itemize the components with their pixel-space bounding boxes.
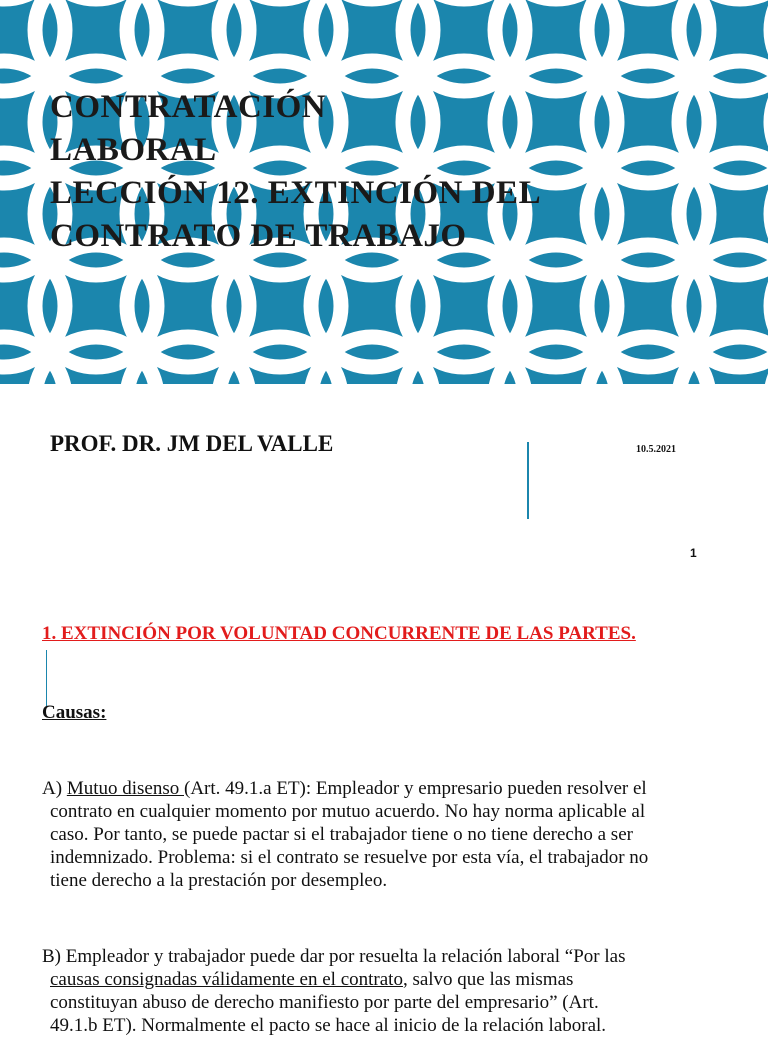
causas-label: Causas:	[42, 702, 107, 723]
item-b-line2	[42, 968, 742, 991]
paragraph-b	[42, 945, 742, 1037]
presentation-title	[50, 86, 541, 258]
slide-date: 10.5.2021	[636, 444, 676, 455]
author-name: PROF. DR. JM DEL VALLE	[50, 431, 334, 456]
paragraph-a	[42, 777, 742, 892]
item-b-line1: B) Empleador y trabajador puede dar por resuelta la relación laboral “Por las	[42, 946, 626, 967]
content-slide	[0, 576, 768, 1036]
mutuo-disenso-link: Mutuo disenso	[66, 778, 184, 799]
item-b-underlined: causas consignadas válidamente en el contrato	[50, 969, 403, 990]
item-a-prefix: A)	[42, 778, 67, 799]
item-a-line1-text: (Art. 49.1.a ET): Empleador y empresario pueden resolver el	[184, 778, 647, 799]
vertical-divider	[527, 442, 529, 519]
item-b-line4: 49.1.b ET). Normalmente el pacto se hace al inicio de la relación laboral.	[50, 1015, 607, 1036]
title-line: CONTRATO DE TRABAJO	[50, 218, 467, 254]
text-cursor-bar	[46, 650, 47, 706]
item-a-line3: caso. Por tanto, se puede pactar si el trabajador tiene o no tiene derecho a ser	[50, 824, 633, 845]
item-a-line2: contrato en cualquier momento por mutuo acuerdo. No hay norma aplicable al	[50, 801, 646, 822]
item-a-line4: indemnizado. Problema: si el contrato se resuelve por esta vía, el trabajador no	[50, 847, 649, 868]
item-b-line3: constituyan abuso de derecho manifiesto por parte del empresario” (Art.	[50, 992, 599, 1013]
section-heading: 1. EXTINCIÓN POR VOLUNTAD CONCURRENTE DE LAS PARTES.	[42, 623, 636, 644]
item-a-line5: tiene derecho a la prestación por desempleo.	[50, 870, 388, 891]
item-a-line1	[42, 778, 647, 799]
title-line: LECCIÓN 12. EXTINCIÓN DEL	[50, 175, 542, 211]
item-b-line2-rest: , salvo que las mismas	[402, 969, 574, 990]
title-line: LABORAL	[50, 132, 217, 168]
title-line: CONTRATACIÓN	[50, 89, 327, 125]
page-number: 1	[690, 546, 697, 560]
